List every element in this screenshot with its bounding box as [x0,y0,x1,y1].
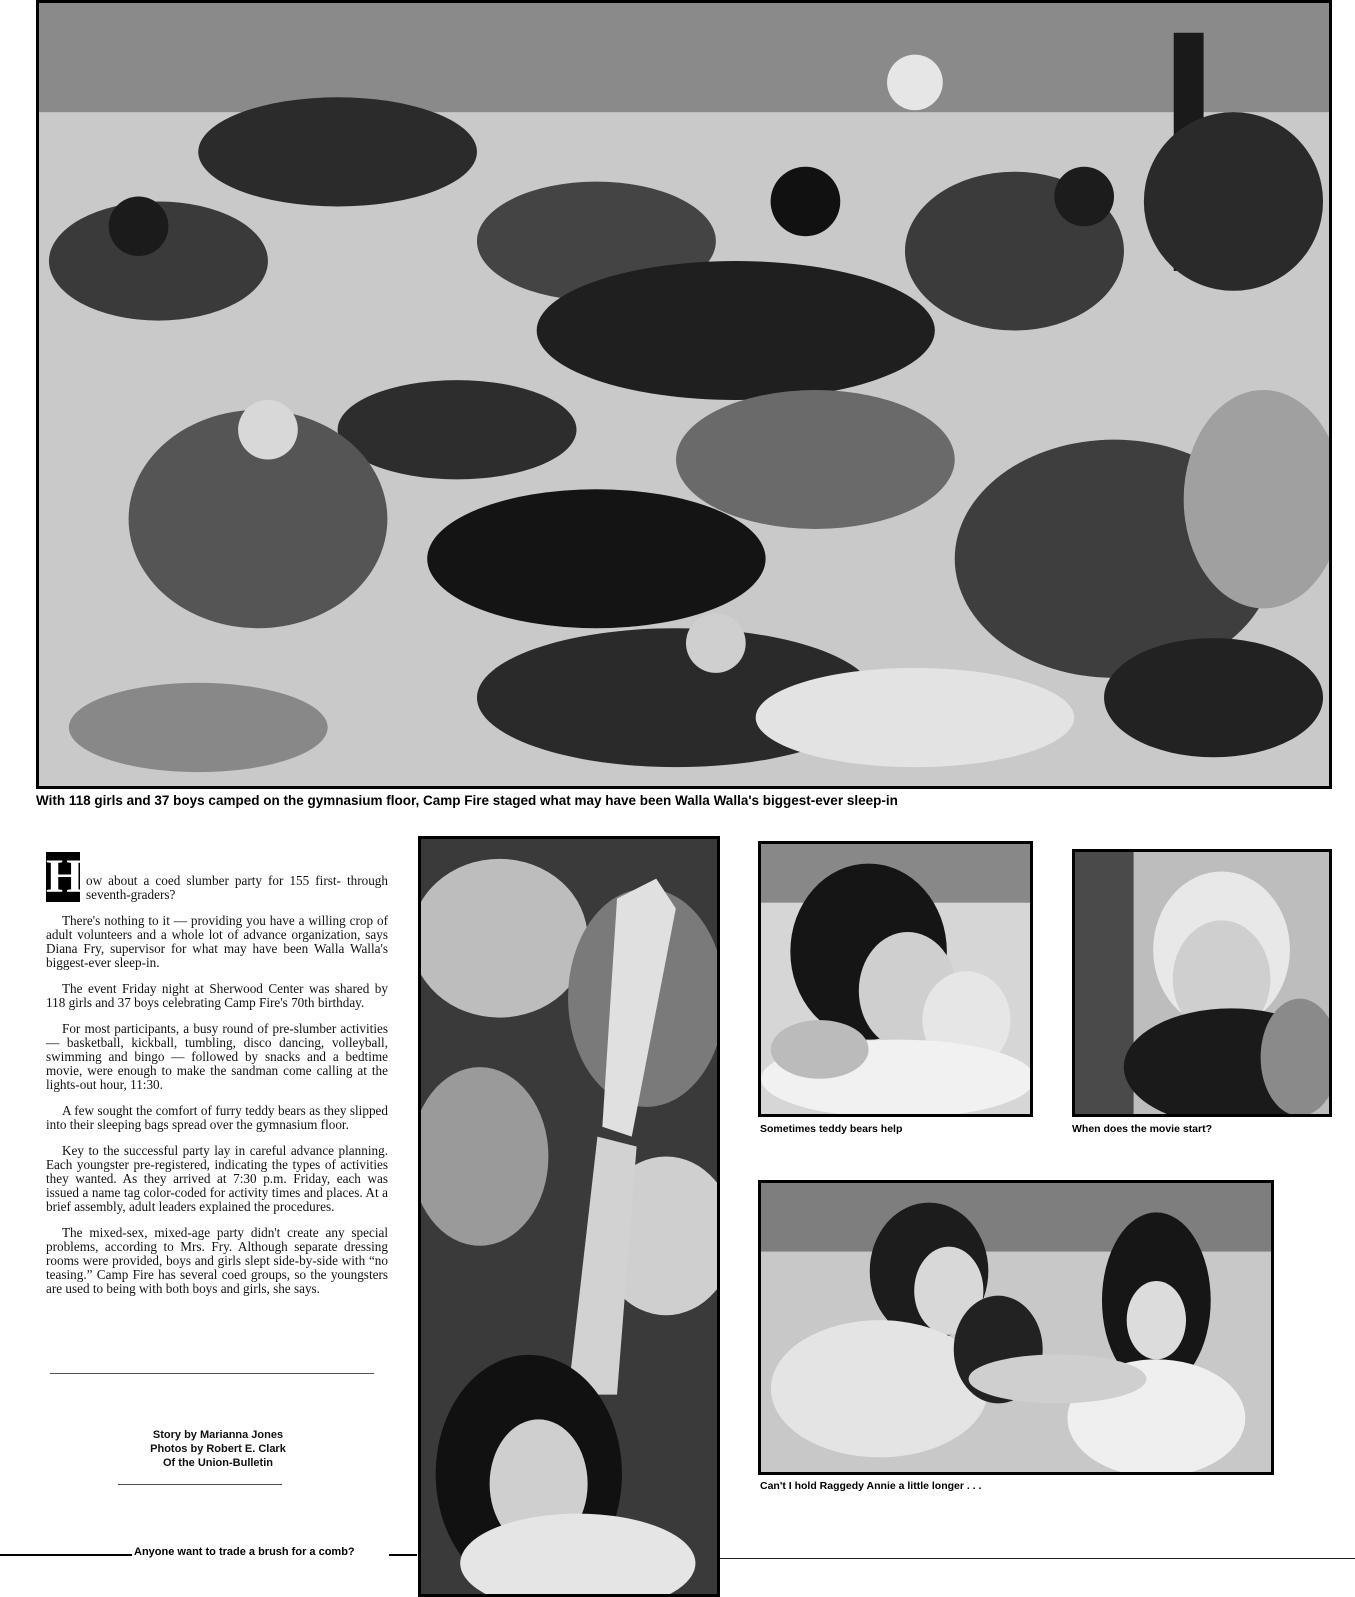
article-paragraph: There's nothing to it — providing you have a willing crop of adult volunteers and a whole lot of advance organization, says Diana Fry, supervisor for what may have been Walla Walla's biggest-ever sleep-in. [46,913,388,970]
article-paragraph: A few sought the comfort of furry teddy bears as they slipped into their sleeping bags spread over the gymnasium floor. [46,1103,388,1132]
article-paragraph: For most participants, a busy round of pre-slumber activities — basketball, kickball, tumbling, disco dancing, volleyball, swimming and bingo — followed by snacks and a bedtime movie, were enough to make the sandman come calling at the lights-out hour, 11:30. [46,1021,388,1092]
annie-photo-caption: Can't I hold Raggedy Annie a little longer . . . [760,1480,982,1492]
movie-photo-caption: When does the movie start? [1072,1123,1213,1135]
article-lead-paragraph [46,852,388,902]
photo-raggedy-annie [758,1180,1274,1475]
main-photo-caption: With 118 girls and 37 boys camped on the gymnasium floor, Camp Fire staged what may have been Walla Walla's biggest-ever sleep-in [36,793,898,808]
brush-photo-caption: Anyone want to trade a brush for a comb? [134,1546,355,1558]
article-body [46,852,388,1308]
annie-photo-image [761,1183,1271,1472]
story-credit: Story by Marianna Jones [152,1429,284,1441]
photo-boy-waiting [1072,849,1332,1117]
photo-girl-with-brush [418,836,720,1597]
page-bottom-rule [720,1558,1355,1559]
brush-photo-image [421,839,717,1594]
article-paragraph: The event Friday night at Sherwood Center was shared by 118 girls and 37 boys celebrating Camp Fire's 70th birthday. [46,981,388,1010]
article-divider [50,1373,374,1374]
drop-cap: H [46,850,84,903]
article-lead-text: ow about a coed slumber party for 155 first- through seventh-graders? [86,873,388,902]
article-paragraph: Key to the successful party lay in careful advance planning. Each youngster pre-registered, indicating the types of activities they wanted. As they arrived at 7:30 p.m. Friday, each was issued a name tag color-coded for activity times and places. At a brief assembly, adult leaders explained the procedures. [46,1143,388,1214]
byline-credits [118,1428,318,1470]
caption-pointer-line [389,1554,417,1556]
credits-divider [118,1484,282,1485]
teddy-photo-caption: Sometimes teddy bears help [760,1123,903,1135]
photo-teddy-bear [758,841,1033,1117]
main-photo-gym-sleep-in [36,0,1332,789]
article-paragraph: The mixed-sex, mixed-age party didn't create any special problems, according to Mrs. Fry. Although separate dressing rooms were provided, boys and girls slept side-by-side with “no teasing.” Camp Fire has several coed groups, so the youngsters are used to being with both boys and girls, she says. [46,1225,388,1296]
photo-credit: Photos by Robert E. Clark [150,1443,286,1455]
outlet-credit: Of the Union-Bulletin [163,1457,273,1469]
movie-photo-image [1075,852,1329,1114]
caption-leader-line [0,1554,132,1556]
teddy-photo-image [761,844,1030,1114]
main-photo-image [39,3,1329,786]
